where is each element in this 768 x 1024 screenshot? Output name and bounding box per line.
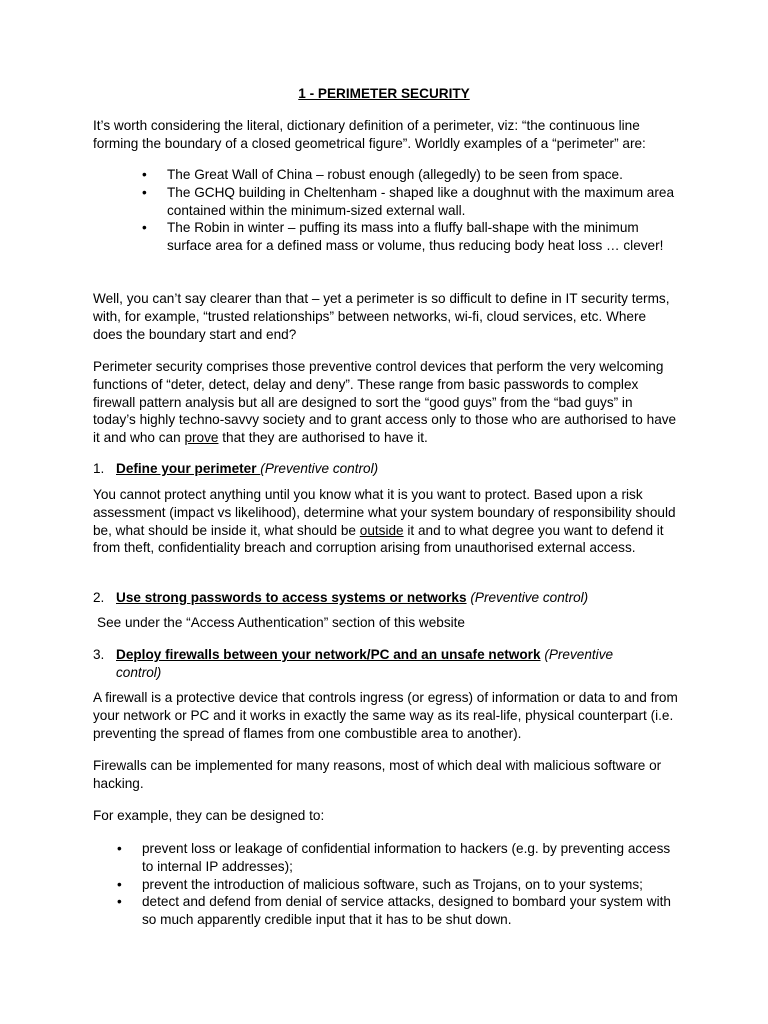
bullet-icon: • [142, 184, 147, 200]
list-item: • detect and defend from denial of service attacks, designed to bombard your system with so much apparently credible input that it has to be shut down. [117, 894, 671, 928]
bullet-icon: • [142, 220, 147, 236]
list-item: • prevent the introduction of malicious software, such as Trojans, on to your systems; [117, 876, 643, 892]
list-item: • The Robin in winter – puffing its mass into a fluffy ball-shape with the minimum surface area for a defined mass or volume, thus reducing body heat loss … clever! [142, 220, 664, 254]
firewall-example-lead: For example, they can be designed to: [93, 808, 325, 823]
firewall-description: A firewall is a protective device that controls ingress (or egress) of information or data to and from your network or PC and it works in exactly the same way as its real-life, physical counterpart (i.e. preventing the spread of flames from one combustible area to another). [93, 690, 678, 741]
clear-paragraph: Well, you can’t say clearer than that – yet a perimeter is so difficult to define in IT security terms, with, for example, “trusted relationships” between networks, wi-fi, cloud services, etc. Where does the boundary start and end? [93, 291, 670, 342]
bullet-icon: • [142, 167, 147, 182]
bullet-icon: • [117, 894, 122, 910]
section-3-heading: 3. Deploy firewalls between your network/PC and an unsafe network (Preventive control) [93, 647, 614, 680]
firewall-reasons: Firewalls can be implemented for many reasons, most of which deal with malicious software or hacking. [93, 758, 662, 791]
section-2-body: See under the “Access Authentication” section of this website [97, 615, 465, 630]
perimeter-security-paragraph: Perimeter security comprises those preventive control devices that perform the very welcoming functions of “deter, detect, delay and deny”. These range from basic passwords to complex firewall pattern analysis but all are designed to sort the “good guys” from the “bad guys” in today’s highly techno-savvy society and to grant access only to those who are authorised to have it and who can prove that they are authorised to have it. [93, 359, 677, 446]
section-2-heading: 2. Use strong passwords to access systems or networks (Preventive control) [93, 590, 589, 605]
page-title: 1 - PERIMETER SECURITY [298, 86, 470, 101]
underlined-word: prove [184, 430, 219, 446]
list-item: • The GCHQ building in Cheltenham - shaped like a doughnut with the maximum area contained within the minimum-sized external wall. [142, 184, 675, 218]
list-item: • The Great Wall of China – robust enough (allegedly) to be seen from space. [142, 167, 623, 182]
underlined-word: outside [359, 522, 404, 538]
bullet-icon: • [117, 876, 122, 892]
intro-paragraph: It’s worth considering the literal, dictionary definition of a perimeter, viz: “the continuous line forming the boundary of a closed geometrical figure”. Worldly examples of a “perimeter” are: [93, 118, 646, 151]
section-1-heading: 1. Define your perimeter (Preventive control) [93, 461, 379, 476]
bullet-icon: • [117, 841, 122, 856]
examples-list [142, 166, 682, 255]
section-1-body: You cannot protect anything until you know what it is you want to protect. Based upon a risk assessment (impact vs likelihood), determine what your system boundary of responsibility should be, what should be inside it, what should be outside it and to what degree you want to defend it from theft, confidentiality breach and corruption arising from unauthorised external access. [93, 487, 676, 556]
firewall-examples-list [117, 840, 677, 929]
list-item: • prevent loss or leakage of confidential information to hackers (e.g. by preventing access to internal IP addresses); [117, 841, 671, 874]
